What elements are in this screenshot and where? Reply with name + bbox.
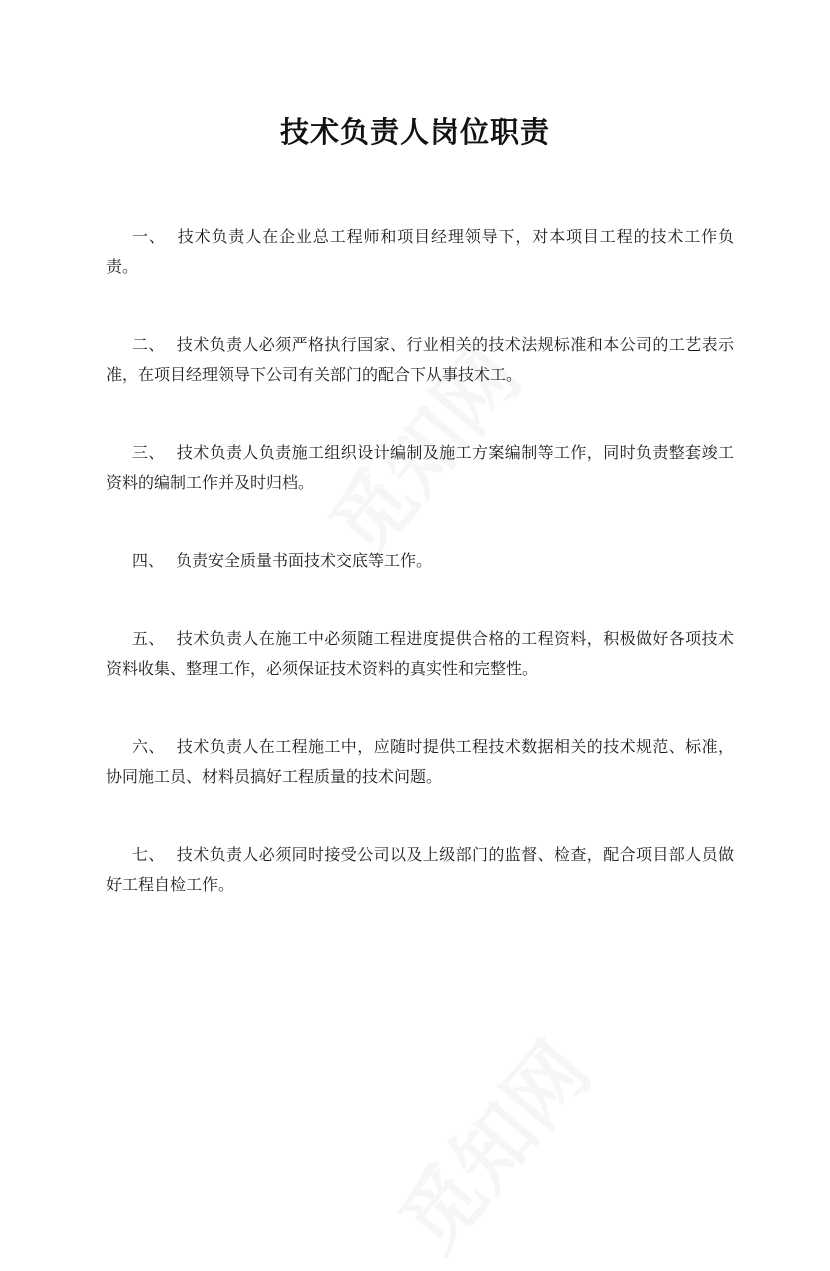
page-title: 技术负责人岗位职责: [279, 115, 550, 149]
clause-text: 负责安全质量书面技术交底等工作。: [176, 551, 433, 570]
clause-number: 四、: [132, 551, 165, 570]
clause-item: [106, 438, 734, 498]
clause-item: [106, 330, 734, 390]
clause-text: 技术负责人必须同时接受公司以及上级部门的监督、检查，配合项目部人员做好工程自检工作。: [106, 845, 734, 894]
clause-item: [106, 732, 734, 792]
clause-number: 二、: [132, 335, 165, 354]
clause-item: [106, 840, 734, 900]
clause-item: [106, 546, 734, 576]
clause-number: 七、: [132, 845, 165, 864]
clause-text: 技术负责人在企业总工程师和项目经理领导下，对本项目工程的技术工作负责。: [106, 227, 734, 276]
clause-list: [106, 222, 734, 948]
clause-item: [106, 222, 734, 282]
clause-number: 一、: [132, 227, 166, 246]
clause-number: 五、: [132, 629, 165, 648]
clause-text: 技术负责人必须严格执行国家、行业相关的技术法规标准和本公司的工艺表示准，在项目经理领导下公司有关部门的配合下从事技术工。: [106, 335, 734, 384]
clause-text: 技术负责人在施工中必须随工程进度提供合格的工程资料，积极做好各项技术资料收集、整理工作，必须保证技术资料的真实性和完整性。: [106, 629, 734, 678]
clause-number: 六、: [132, 737, 165, 756]
clause-text: 技术负责人在工程施工中，应随时提供工程技术数据相关的技术规范、标准，协同施工员、材料员搞好工程质量的技术问题。: [106, 737, 734, 786]
clause-number: 三、: [132, 443, 165, 462]
clause-item: [106, 624, 734, 684]
watermark: [369, 1014, 611, 1271]
clause-text: 技术负责人负责施工组织设计编制及施工方案编制等工作，同时负责整套竣工资料的编制工作并及时归档。: [106, 443, 734, 492]
